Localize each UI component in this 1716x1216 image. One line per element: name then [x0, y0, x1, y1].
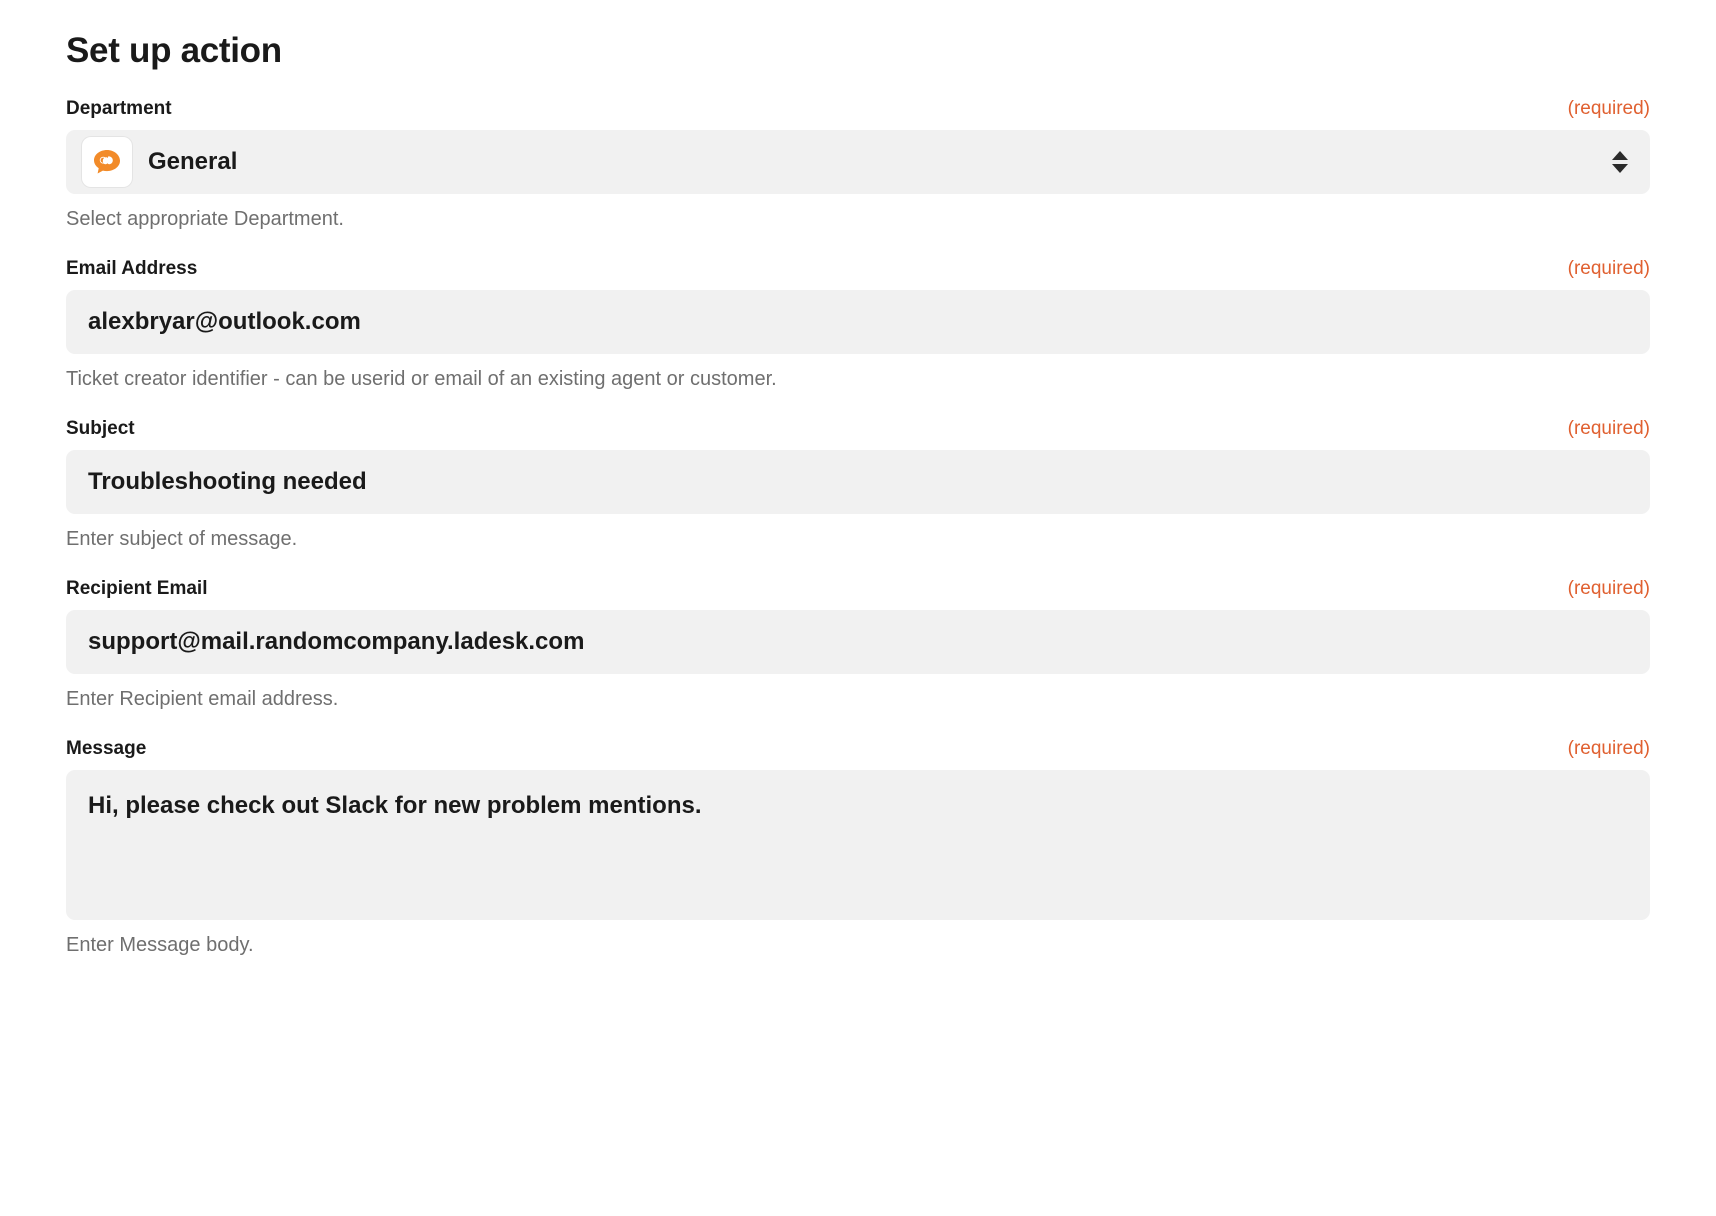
message-textarea[interactable]: [66, 770, 1650, 920]
recipient-email-value: support@mail.randomcompany.ladesk.com: [88, 627, 585, 655]
field-department: [66, 98, 1650, 232]
field-header-subject: [66, 418, 1650, 450]
email-address-input[interactable]: [66, 290, 1650, 354]
field-recipient-email: [66, 578, 1650, 712]
required-badge-message: (required): [1567, 738, 1650, 759]
helper-text-subject: Enter subject of message.: [66, 528, 298, 550]
helper-text-email-address: Ticket creator identifier - can be userid or email of an existing agent or customer.: [66, 368, 777, 390]
chevron-updown-icon[interactable]: [1612, 151, 1634, 173]
department-select[interactable]: [66, 130, 1650, 194]
liveagent-app-icon: [82, 137, 132, 187]
field-label-recipient-email: Recipient Email: [66, 578, 208, 599]
message-value: Hi, please check out Slack for new problem mentions.: [88, 792, 702, 819]
required-badge-recipient-email: (required): [1567, 578, 1650, 599]
field-header-email-address: [66, 258, 1650, 290]
helper-text-department: Select appropriate Department.: [66, 208, 344, 230]
recipient-email-input[interactable]: [66, 610, 1650, 674]
helper-text-recipient-email: Enter Recipient email address.: [66, 688, 339, 710]
subject-value: Troubleshooting needed: [88, 467, 367, 495]
field-label-email-address: Email Address: [66, 258, 198, 279]
field-label-subject: Subject: [66, 418, 135, 439]
subject-input[interactable]: [66, 450, 1650, 514]
field-label-department: Department: [66, 98, 172, 119]
helper-text-message: Enter Message body.: [66, 934, 254, 956]
field-subject: [66, 418, 1650, 552]
email-address-value: alexbryar@outlook.com: [88, 307, 361, 335]
department-value: General: [148, 147, 238, 175]
field-header-department: [66, 98, 1650, 130]
field-message: [66, 738, 1650, 958]
field-email-address: [66, 258, 1650, 392]
page-title: Set up action: [66, 31, 282, 70]
required-badge-department: (required): [1567, 98, 1650, 119]
field-label-message: Message: [66, 738, 147, 759]
required-badge-email-address: (required): [1567, 258, 1650, 279]
field-header-recipient-email: [66, 578, 1650, 610]
required-badge-subject: (required): [1567, 418, 1650, 439]
field-header-message: [66, 738, 1650, 770]
